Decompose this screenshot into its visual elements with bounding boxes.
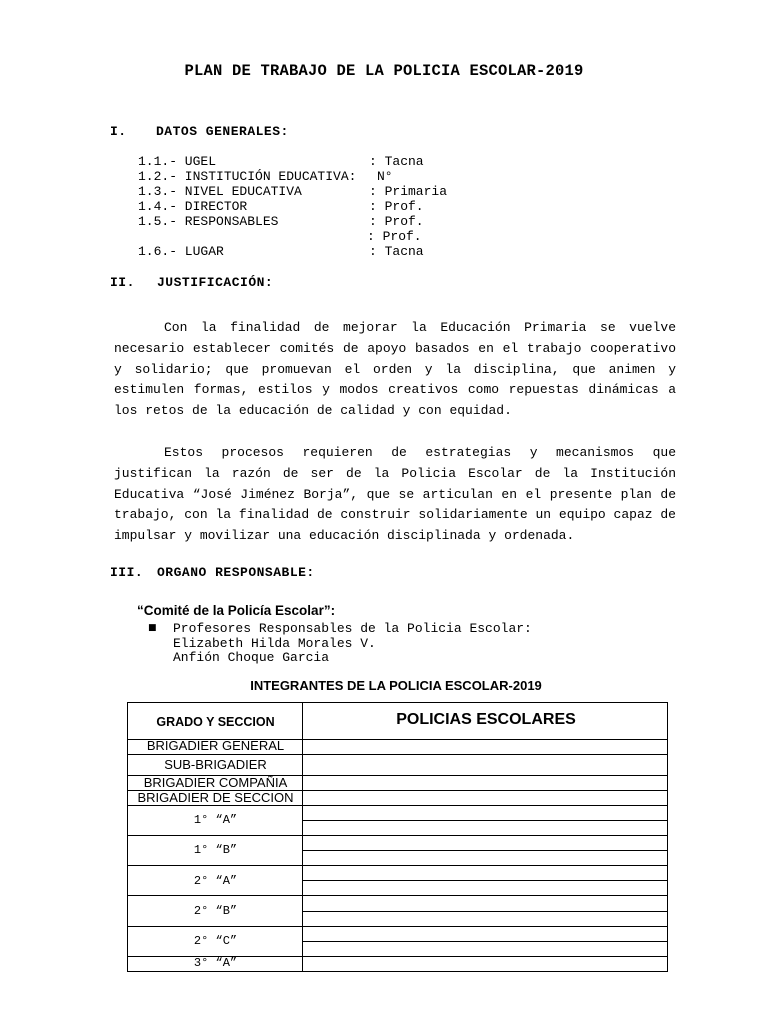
general-data-value: : Prof. (367, 229, 422, 244)
justification-paragraph-1 (114, 318, 676, 422)
general-data-label: 1.3.- NIVEL EDUCATIVA (138, 184, 302, 199)
page-title: PLAN DE TRABAJO DE LA POLICIA ESCOLAR-2019 (184, 62, 584, 80)
responsible-teacher: Anfión Choque Garcia (173, 650, 330, 665)
general-data-label: 1.6.- LUGAR (138, 244, 224, 259)
section1-heading: DATOS GENERALES: (156, 124, 289, 139)
table-row-label: BRIGADIER DE SECCION (137, 790, 294, 805)
general-data-label: 1.2.- INSTITUCIÓN EDUCATIVA: (138, 169, 357, 184)
section3-number: III. (110, 565, 144, 580)
justification-paragraph-2 (114, 443, 676, 547)
general-data-value: : Tacna (369, 244, 424, 259)
section2-number: II. (110, 275, 135, 290)
row-divider (128, 895, 667, 896)
table-row-label: BRIGADIER GENERAL (146, 738, 285, 753)
subrow-divider (303, 911, 667, 912)
section2-heading: JUSTIFICACIÓN: (157, 275, 274, 290)
responsible-teacher: Elizabeth Hilda Morales V. (173, 636, 376, 651)
header-school-police: POLICIAS ESCOLARES (396, 711, 576, 728)
table-row-label: 1° “A” (193, 813, 238, 827)
table-row-label: 2° “A” (193, 874, 238, 888)
table-row-label: 3° “A” (193, 956, 238, 970)
paragraph-text: Estos procesos requieren de estrategias y mecanismos que justifican la razón de ser de la Policia Escolar de la Institución Educativa “José Jiménez Borja”, que se articulan en el presente plan de trabajo, con la finalidad de construir solidariamente un equipo capaz de impulsar y movilizar una educación disciplinada y ordenada. (114, 445, 676, 544)
members-table (127, 702, 668, 972)
general-data-label: 1.1.- UGEL (138, 154, 217, 169)
general-data-value: : Prof. (369, 214, 424, 229)
general-data-value: : Prof. (369, 199, 424, 214)
table-row-label: 1° “B” (193, 843, 238, 857)
responsible-teachers-label: Profesores Responsables de la Policia Escolar: (173, 621, 532, 636)
row-divider (128, 835, 667, 836)
row-divider (128, 805, 667, 806)
paragraph-text: Con la finalidad de mejorar la Educación Primaria se vuelve necesario establecer comités de apoyo basados en el trabajo cooperativo y solidario; que promuevan el orden y la disciplina, que animen y estimulen formas, estilos y modos creativos como repuestas dinámicas a los retos de la educación de calidad y con equidad. (114, 320, 676, 419)
row-divider (128, 754, 667, 755)
table-row-label: 2° “C” (193, 934, 238, 948)
section3-heading: ORGANO RESPONSABLE: (157, 565, 315, 580)
general-data-label: 1.4.- DIRECTOR (138, 199, 248, 214)
general-data-value: : Tacna (369, 154, 424, 169)
general-data-label: 1.5.- RESPONSABLES (138, 214, 279, 229)
header-grade-section: GRADO Y SECCION (156, 715, 275, 729)
row-divider (128, 865, 667, 866)
subrow-divider (303, 850, 667, 851)
bullet-icon: ■ (148, 623, 157, 633)
general-data-value: : Primaria (369, 184, 448, 199)
subrow-divider (303, 880, 667, 881)
section1-number: I. (110, 124, 127, 139)
general-data-value: N° (377, 169, 393, 184)
subrow-divider (303, 820, 667, 821)
table-row-label: SUB-BRIGADIER (164, 757, 267, 772)
committee-name: “Comité de la Policía Escolar”: (137, 603, 336, 618)
table-title: INTEGRANTES DE LA POLICIA ESCOLAR-2019 (250, 678, 542, 693)
subrow-divider (303, 941, 667, 942)
table-row-label: 2° “B” (193, 904, 238, 918)
table-row-label: BRIGADIER COMPAÑIA (143, 775, 288, 790)
row-divider (128, 926, 667, 927)
